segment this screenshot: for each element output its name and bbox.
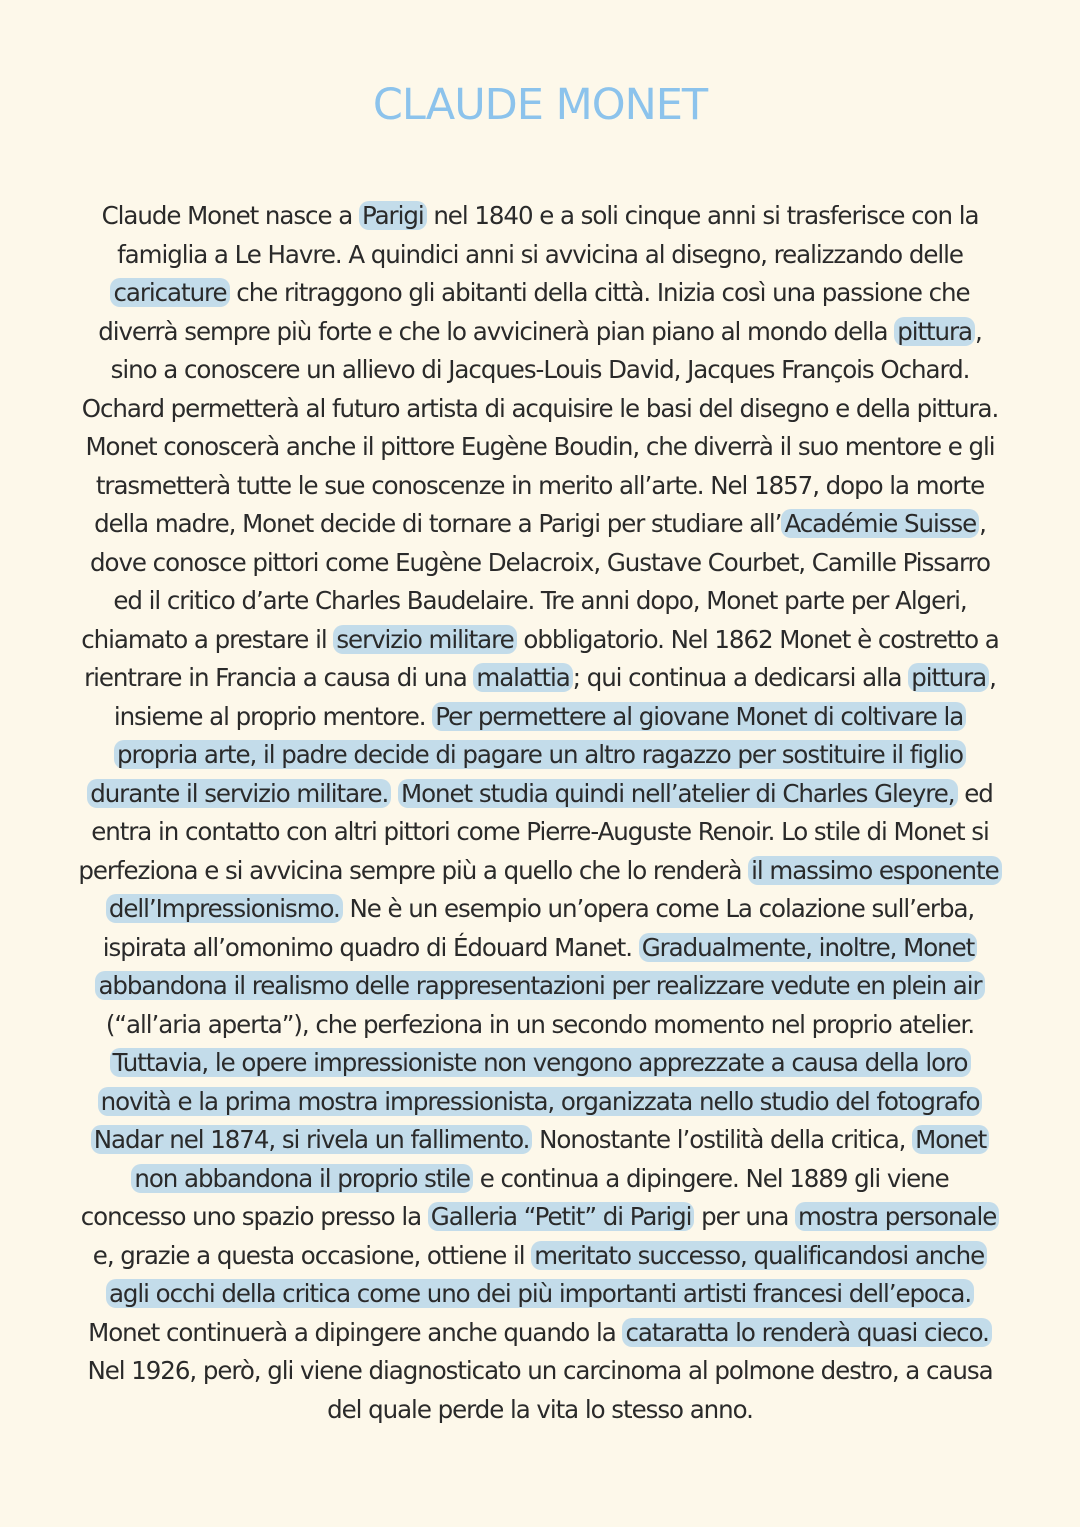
text-segment: ed entra in contatto con altri pittori come Pierre-Auguste Renoir. Lo stile di Monet si perfeziona e si avvicina sempre più a quello che lo renderà [78, 778, 993, 885]
highlighted-phrase: malattia [473, 663, 572, 692]
text-segment: obbligatorio. Nel 1862 Monet è costretto a rientrare in Francia a causa di una [84, 624, 999, 692]
text-segment: , insieme al proprio mentore. [113, 663, 996, 731]
highlighted-phrase: Tuttavia, le opere impressioniste non vengono apprezzate a causa della loro novità e la prima mostra impressionista, organizzata nello studio del fotografo Nadar nel 1874, si rivela un fallimento. [91, 1048, 983, 1154]
highlighted-phrase: meritato successo, qualificandosi anche agli occhi della critica come uno dei più importanti artisti francesi dell’epoca. [106, 1241, 987, 1309]
highlighted-phrase: Gradualmente, inoltre, Monet abbandona il realismo delle rappresentazioni per realizzare vedute en plein air [95, 933, 984, 1001]
highlighted-phrase: servizio militare [333, 625, 516, 654]
highlighted-phrase: Parigi [359, 201, 427, 230]
highlighted-phrase: mostra personale [795, 1202, 999, 1231]
text-segment: Claude Monet nasce a [101, 201, 359, 230]
text-segment: , dove conosce pittori come Eugène Delacroix, Gustave Courbet, Camille Pissarro ed il critico d’arte Charles Baudelaire. Tre anni dopo, Monet parte per Algeri, chiamato a prestare il [81, 509, 990, 654]
text-segment: nel 1840 e a soli cinque anni si trasferisce con la famiglia a Le Havre. A quindici anni si avvicina al disegno, realizzando delle [117, 201, 979, 269]
highlighted-phrase: pittura [908, 663, 989, 692]
highlighted-phrase: caricature [110, 278, 229, 307]
text-segment: ; qui continua a dedicarsi alla [572, 663, 909, 692]
text-segment: Monet continuerà a dipingere anche quando la [88, 1317, 623, 1347]
text-segment: e continua a dipingere. Nel 1889 gli viene concesso uno spazio presso la [80, 1163, 949, 1231]
biography-paragraph [78, 197, 1002, 1429]
highlighted-phrase: il massimo esponente dell’Impressionismo. [106, 856, 1002, 924]
highlighted-phrase: Académie Suisse [781, 509, 979, 538]
highlighted-phrase: cataratta lo renderà quasi cieco. [622, 1318, 991, 1347]
text-segment: Nel 1926, però, gli viene diagnosticato un carcinoma al polmone destro, a causa del quale perde la vita lo stesso anno. [87, 1356, 993, 1424]
text-segment: che ritraggono gli abitanti della città. Inizia così una passione che diverrà sempre più forte e che lo avvicinerà pian piano al mondo della [98, 278, 970, 346]
text-segment: Ne è un esempio un’opera come La colazione sull’erba, ispirata all’omonimo quadro di Édouard Manet. [102, 894, 975, 962]
highlighted-phrase: Per permettere al giovane Monet di coltivare la propria arte, il padre decide di pagare un altro ragazzo per sostituire il figlio durante il servizio militare. [87, 702, 966, 808]
highlighted-phrase: Monet studia quindi nell’atelier di Charles Gleyre, [398, 779, 958, 808]
highlighted-phrase: Galleria “Petit” di Parigi [428, 1202, 695, 1231]
text-segment: Nonostante l’ostilità della critica, [532, 1125, 913, 1154]
page-title: CLAUDE MONET [372, 80, 708, 130]
text-segment: , sino a conoscere un allievo di Jacques-Louis David, Jacques François Ochard. Ochard permetterà al futuro artista di acquisire le basi del disegno e della pittura. Monet conoscerà anche il pittore Eugène Boudin, che diverrà il suo mentore e gli trasmetterà tutte le sue conoscenze in merito all’arte. Nel 1857, dopo la morte della madre, Monet decide di tornare a Parigi per studiare all’ [81, 316, 999, 538]
text-segment: per una [694, 1202, 796, 1231]
text-segment: e, grazie a questa occasione, ottiene il [92, 1240, 532, 1270]
highlighted-phrase: pittura [894, 317, 975, 346]
highlighted-phrase: Monet non abbandona il proprio stile [131, 1125, 989, 1193]
text-segment: (“all’aria aperta”), che perfeziona in un secondo momento nel proprio atelier. [105, 1009, 975, 1039]
